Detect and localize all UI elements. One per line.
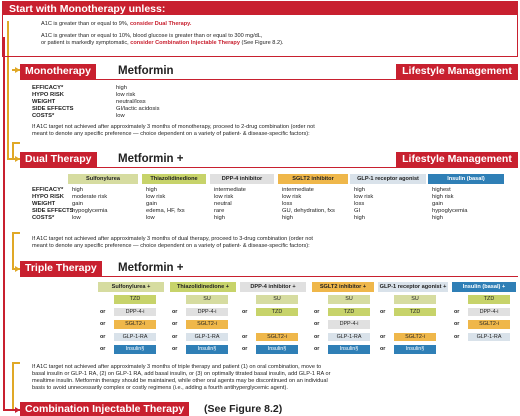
dual-value-cell: high — [432, 215, 443, 221]
combination-option: DPP-4-i — [468, 308, 510, 317]
criterion-text: A1C is greater than or equal to 9%, — [41, 21, 130, 27]
combination-injectable-bar — [20, 402, 518, 416]
dual-value-cell: high risk — [432, 194, 454, 200]
or-label: or — [172, 346, 178, 352]
or-label: or — [454, 333, 460, 340]
combination-option: SU — [394, 295, 436, 304]
prop-label: WEIGHT — [32, 99, 56, 105]
combination-option: TZD — [256, 308, 298, 317]
dual-value-cell: high — [282, 215, 293, 221]
prop-value: low risk — [116, 92, 136, 98]
prop-label: HYPO RISK — [32, 92, 64, 98]
or-label: or — [380, 346, 386, 352]
or-label: or — [454, 308, 460, 315]
combination-injectable-label: Combination Injectable Therapy — [20, 402, 189, 416]
triple-drug-header: SGLT2 inhibitor + — [312, 282, 374, 292]
or-label: or — [100, 308, 106, 315]
triple-therapy-label: Triple Therapy — [20, 261, 102, 276]
triple-therapy-note — [32, 364, 330, 392]
criterion-text: (See Figure 8.2). — [239, 40, 284, 46]
combination-option: Insulin§ — [256, 345, 298, 354]
dual-value-cell: low risk — [214, 194, 234, 200]
dual-value-cell: loss — [282, 201, 293, 207]
connector-line — [12, 142, 14, 158]
prop-label: SIDE EFFECTS — [32, 106, 74, 112]
dual-therapy-note — [32, 236, 313, 250]
dual-drug-header: SGLT2 inhibitor — [278, 174, 348, 184]
note-line: meant to denote any specific preference — choice dependent on a variety of patient- & disease-specific factors): — [32, 131, 310, 137]
or-label: or — [314, 308, 320, 315]
dual-value-cell: low — [72, 215, 81, 221]
dual-value-cell: high — [146, 187, 157, 193]
or-label: or — [242, 308, 248, 315]
combination-option: GLP-1-RA — [468, 333, 510, 342]
combination-option: Insulin§ — [186, 345, 228, 354]
tier-underline — [20, 276, 518, 278]
dual-value-cell: intermediate — [282, 187, 314, 193]
dual-value-cell: low risk — [282, 194, 302, 200]
dual-drug-header: DPP-4 inhibitor — [210, 174, 274, 184]
dual-value-cell: hypoglycemia — [432, 208, 468, 214]
start-title: Start with Monotherapy unless: — [3, 2, 517, 15]
prop-label: EFFICACY* — [32, 187, 64, 193]
or-label: or — [314, 321, 320, 327]
prop-label: COSTS* — [32, 113, 55, 119]
combination-option: SGLT2-i — [394, 333, 436, 342]
combination-option: Insulin§ — [114, 345, 156, 354]
dual-therapy-bar — [20, 152, 518, 167]
dual-value-cell: highest — [432, 187, 451, 193]
dual-value-cell: intermediate — [214, 187, 246, 193]
dual-drug-headers — [0, 174, 520, 185]
combination-option: TZD — [328, 308, 370, 317]
note-line: meant to denote any specific preference — choice dependent on a variety of patient- & disease-specific factors): — [32, 243, 310, 249]
monotherapy-props — [32, 85, 74, 120]
prop-value: high — [116, 85, 127, 91]
triple-therapy-drug: Metformin + — [118, 262, 184, 274]
dual-value-cell: rare — [214, 208, 225, 214]
dual-value-cell: low risk — [146, 194, 166, 200]
prop-label: SIDE EFFECTS — [32, 208, 74, 214]
connector-line — [12, 232, 20, 234]
prop-label: HYPO RISK — [32, 194, 64, 200]
or-label: or — [100, 346, 106, 352]
dual-value-cell: high — [354, 187, 365, 193]
dual-drug-header: Sulfonylurea — [68, 174, 138, 184]
dual-value-cell: gain — [72, 201, 83, 207]
dual-drug-header: GLP-1 receptor agonist — [350, 174, 426, 184]
dual-value-cell: neutral — [214, 201, 232, 207]
tier-underline — [20, 79, 518, 81]
combination-option: TZD — [114, 295, 156, 304]
combination-option: Insulin§ — [394, 345, 436, 354]
dual-value-cell: low — [146, 215, 155, 221]
triple-therapy-bar — [20, 261, 518, 276]
monotherapy-label: Monotherapy — [20, 64, 96, 79]
or-label: or — [172, 333, 178, 340]
combination-injectable-ref: (See Figure 8.2) — [204, 403, 283, 415]
combination-option: DPP-4-i — [114, 308, 156, 317]
monotherapy-values — [116, 85, 160, 120]
note-line: basis to avoid unnecessarily complex or costly regimens (i.e., adding a fourth antihyperglycemic agent). — [32, 385, 288, 391]
triple-drug-header: Insulin (basal) + — [452, 282, 516, 292]
or-label: or — [172, 321, 178, 327]
prop-value: low — [116, 113, 125, 119]
dual-values — [0, 187, 520, 223]
dual-drug-header: Insulin (basal) — [428, 174, 504, 184]
start-criterion-2: A1C is greater than or equal to 10%, blood glucose is greater than or equal to 300 mg/dL, — [41, 33, 263, 39]
prop-label: COSTS* — [32, 215, 55, 221]
dual-value-cell: high — [214, 215, 225, 221]
monotherapy-drug: Metformin — [118, 65, 174, 77]
connector-line — [12, 362, 14, 409]
prop-value: neutral/loss — [116, 99, 146, 105]
combination-option: SGLT2-i — [468, 320, 510, 329]
dual-value-cell: hypoglycemia — [72, 208, 108, 214]
tier-underline — [20, 167, 518, 169]
combination-option: TZD — [468, 295, 510, 304]
combination-option: SU — [328, 295, 370, 304]
triple-drug-header: GLP-1 receptor agonist + — [379, 284, 447, 290]
prop-label: EFFICACY* — [32, 85, 64, 91]
or-label: or — [380, 333, 386, 340]
dual-value-cell: GI — [354, 208, 361, 214]
monotherapy-bar — [20, 64, 518, 79]
combination-option: GLP-1-RA — [328, 333, 370, 342]
or-label: or — [100, 321, 106, 327]
or-label: or — [242, 346, 248, 352]
combination-option: Insulin§ — [328, 345, 370, 354]
dual-value-cell: gain — [432, 201, 443, 207]
dual-value-cell: low risk — [354, 194, 374, 200]
combination-option: DPP-4-i — [186, 308, 228, 317]
dual-therapy-label: Dual Therapy — [20, 152, 97, 167]
dual-therapy-drug: Metformin + — [118, 153, 184, 165]
combination-option: SGLT2-i — [256, 333, 298, 342]
dual-value-cell: high — [354, 215, 365, 221]
or-label: or — [380, 308, 386, 315]
dual-value-cell: high — [72, 187, 83, 193]
combination-option: GLP-1-RA — [186, 333, 228, 342]
or-label: or — [314, 346, 320, 352]
combination-option: SU — [256, 295, 298, 304]
dual-value-cell: gain — [146, 201, 157, 207]
or-label: or — [242, 333, 248, 340]
note-line: If A1C target not achieved after approximately 3 months of dual therapy, proceed to 3-drug combination (order not — [32, 236, 313, 242]
dual-value-cell: loss — [354, 201, 365, 207]
connector-line — [12, 142, 20, 144]
connector-line — [12, 232, 14, 268]
start-box — [2, 1, 518, 57]
triple-drug-header: DPP-4 inhibitor + — [240, 282, 306, 292]
dual-value-cell: GU, dehydration, fxs — [282, 208, 335, 214]
triple-drug-headers — [0, 282, 520, 293]
criterion-text: or patient is markedly symptomatic, — [41, 40, 131, 46]
lifestyle-management-label: Lifestyle Management — [396, 152, 518, 167]
monotherapy-note — [32, 124, 315, 138]
start-criterion-1 — [41, 21, 191, 28]
note-line: If A1C target not achieved after approximately 3 months of triple therapy and patient (1) on oral combination, move to — [32, 364, 322, 370]
dual-value-cell: moderate risk — [72, 194, 108, 200]
connector-line — [12, 362, 20, 364]
criterion-emphasis: consider Combination Injectable Therapy — [130, 40, 240, 46]
combination-option: GLP-1-RA — [114, 333, 156, 342]
triple-drug-header: Thiazolidinedione + — [170, 282, 236, 292]
criterion-emphasis: consider Dual Therapy. — [129, 21, 192, 27]
lifestyle-management-label: Lifestyle Management — [396, 64, 518, 79]
triple-drug-header: Sulfonylurea + — [98, 282, 164, 292]
note-line: If A1C target not achieved after approximately 3 months of monotherapy, proceed to 2-drug combination (order not — [32, 124, 315, 130]
combination-option: SU — [186, 295, 228, 304]
or-label: or — [100, 333, 106, 340]
triple-combinations — [0, 295, 520, 357]
combination-option: TZD — [394, 308, 436, 317]
note-line: mealtime insulin. Metformin therapy should be maintained, while other oral agents may be discontinued on an individual — [32, 378, 328, 384]
or-label: or — [454, 321, 460, 327]
dual-drug-header: Thiazolidinedione — [142, 174, 206, 184]
dual-value-cell: edema, HF, fxs — [146, 208, 185, 214]
combination-option: SGLT2-i — [186, 320, 228, 329]
start-criterion-3 — [41, 40, 283, 47]
note-line: basal insulin or GLP-1 RA, (2) on GLP-1 RA, add basal insulin, or (3) on optimally titrated basal insulin, add GLP-1 RA or — [32, 371, 331, 377]
combination-option: SGLT2-i — [114, 320, 156, 329]
or-label: or — [314, 333, 320, 340]
prop-label: WEIGHT — [32, 201, 56, 207]
or-label: or — [172, 308, 178, 315]
combination-option: DPP-4-i — [328, 320, 370, 329]
prop-value: GI/lactic acidosis — [116, 106, 160, 112]
